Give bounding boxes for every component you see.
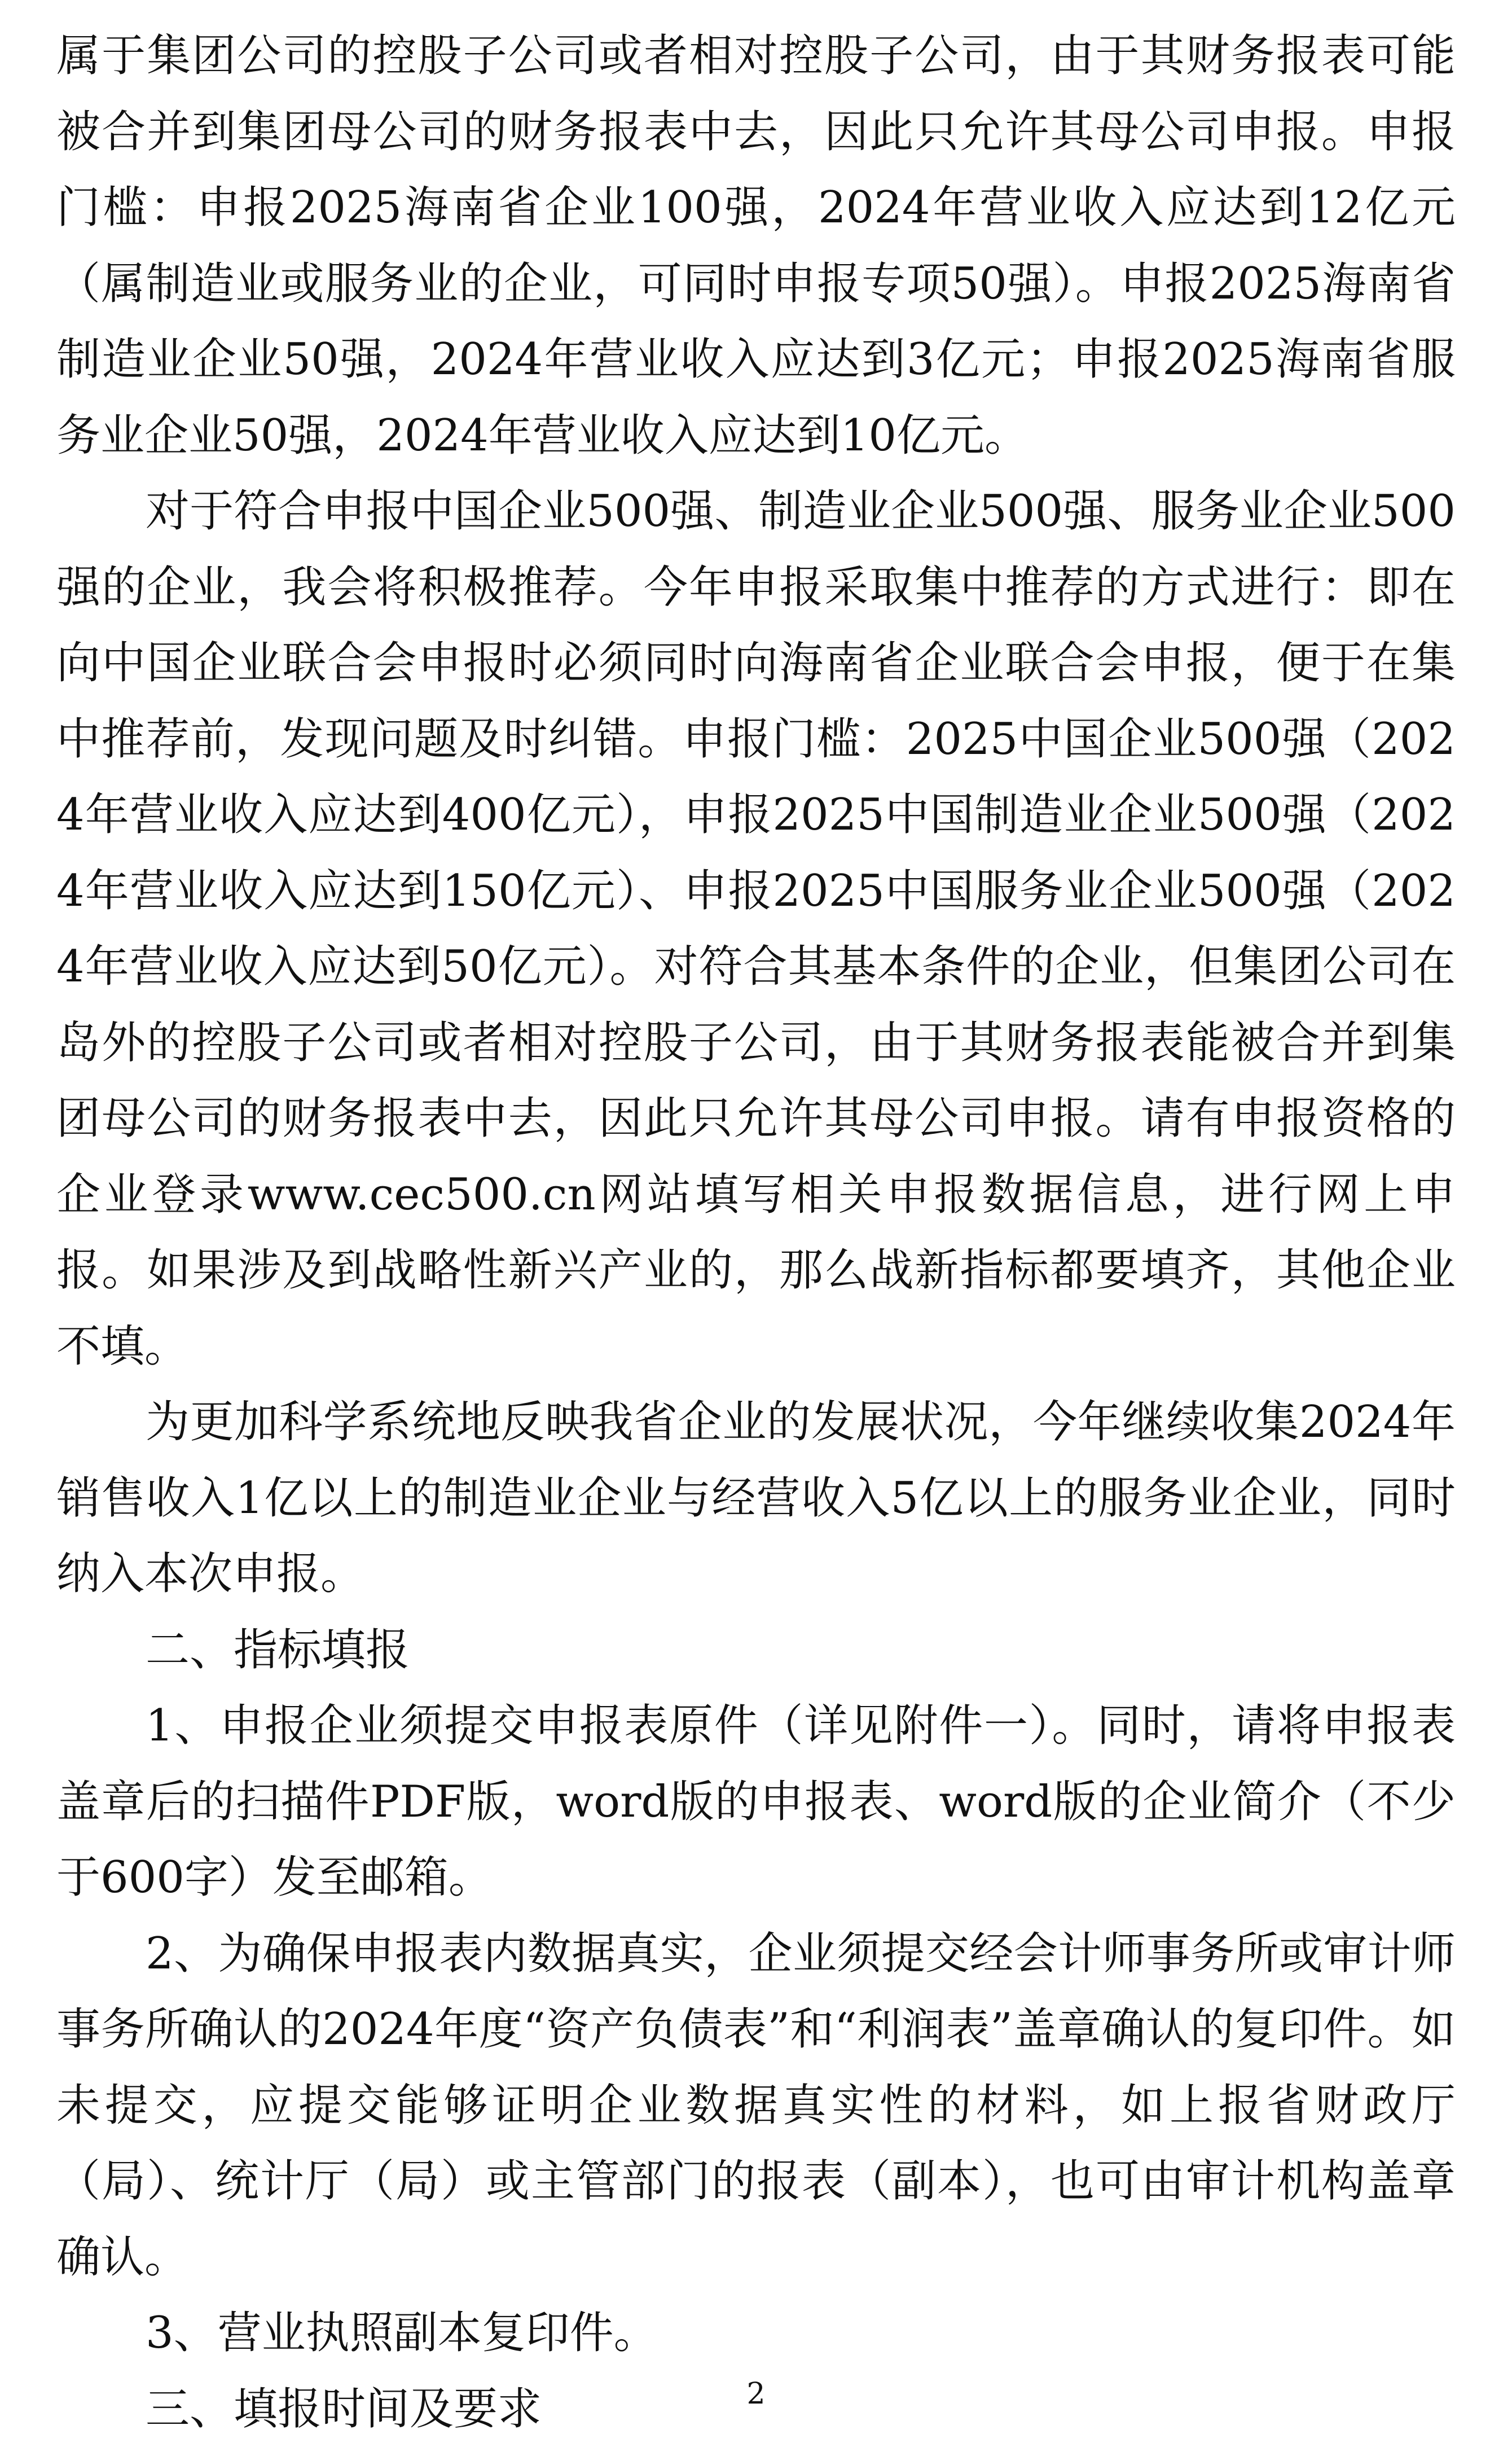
paragraph-data-collection: 为更加科学系统地反映我省企业的发展状况，今年继续收集2024年销售收入1亿以上的制造业企业与经营收入5亿以上的服务业企业，同时纳入本次申报。 [56,1384,1456,1612]
section-heading-filing-time: 三、填报时间及要求 [56,2371,1456,2447]
list-item-application-form: 1、申报企业须提交申报表原件（详见附件一）。同时，请将申报表盖章后的扫描件PDF版，word版的申报表、word版的企业简介（不少于600字）发至邮箱。 [56,1688,1456,1916]
section-heading-indicator-filling: 二、指标填报 [56,1612,1456,1689]
paragraph-national-500-recommendation: 对于符合申报中国企业500强、制造业企业500强、服务业企业500强的企业，我会将积极推荐。今年申报采取集中推荐的方式进行：即在向中国企业联合会申报时必须同时向海南省企业联合会申报，便于在集中推荐前，发现问题及时纠错。申报门槛：2025中国企业500强（2024年营业收入应达到400亿元），申报2025中国制造业企业500强（2024年营业收入应达到150亿元）、申报2025中国服务业企业500强（2024年营业收入应达到50亿元）。对符合其基本条件的企业，但集团公司在岛外的控股子公司或者相对控股子公司，由于其财务报表能被合并到集团母公司的财务报表中去，因此只允许其母公司申报。请有申报资格的企业登录www.cec500.cn网站填写相关申报数据信息，进行网上申报。如果涉及到战略性新兴产业的，那么战新指标都要填齐，其他企业不填。 [56,473,1456,1384]
document-body [56,18,1456,2447]
page-number: 2 [0,2377,1512,2411]
list-item-business-license: 3、营业执照副本复印件。 [56,2295,1456,2371]
paragraph-continuation-eligibility: 属于集团公司的控股子公司或者相对控股子公司，由于其财务报表可能被合并到集团母公司的财务报表中去，因此只允许其母公司申报。申报门槛：申报2025海南省企业100强，2024年营业收入应达到12亿元（属制造业或服务业的企业，可同时申报专项50强）。申报2025海南省制造业企业50强，2024年营业收入应达到3亿元；申报2025海南省服务业企业50强，2024年营业收入应达到10亿元。 [56,18,1456,473]
list-item-financial-statements: 2、为确保申报表内数据真实，企业须提交经会计师事务所或审计师事务所确认的2024年度“资产负债表”和“利润表”盖章确认的复印件。如未提交，应提交能够证明企业数据真实性的材料，如上报省财政厅（局）、统计厅（局）或主管部门的报表（副本），也可由审计机构盖章确认。 [56,1916,1456,2296]
